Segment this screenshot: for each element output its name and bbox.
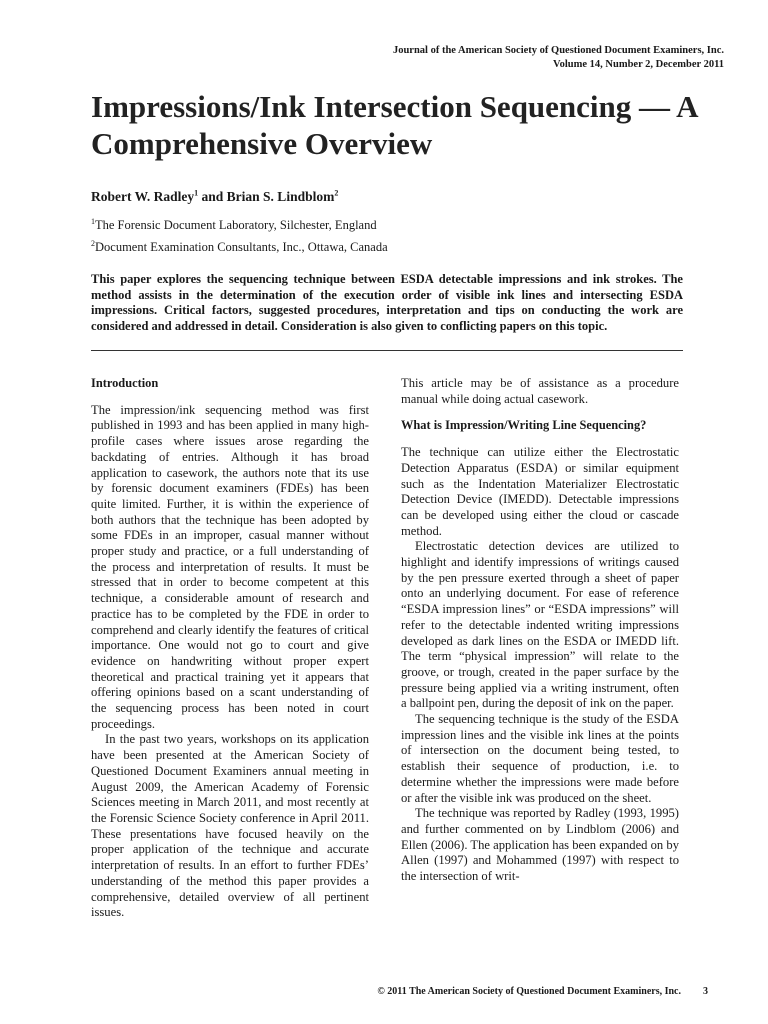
author-affiliation-mark: 1 bbox=[194, 188, 199, 198]
affiliation-text: The Forensic Document Laboratory, Silchester, England bbox=[95, 218, 377, 232]
journal-name: Journal of the American Society of Questioned Document Examiners, Inc. bbox=[392, 45, 724, 56]
journal-header bbox=[393, 44, 724, 72]
page-number: 3 bbox=[703, 986, 708, 997]
affiliation-text: Document Examination Consultants, Inc., Ottawa, Canada bbox=[95, 240, 388, 254]
journal-volume: Volume 14, Number 2, December 2011 bbox=[553, 59, 724, 70]
paper-title: Impressions/Ink Intersection Sequencing — A Comprehensive Overview bbox=[91, 89, 697, 161]
body-paragraph: Electrostatic detection devices are utilized to highlight and identify impressions of writings caused by the pen pressure exerted through a sheet of paper onto an underlying document. For ease of reference “ESDA impression lines” or “ESDA impressions” will refer to the detectable indented writing impressions developed as dark lines on the ESDA or IMEDD lift. The term “physical impression” will relate to the groove, or trough, created in the paper surface by the pressure being applied via a writing instrument, often a ballpoint pen, during the deposit of ink on the paper. bbox=[401, 539, 679, 711]
author-affiliation-mark: 2 bbox=[334, 188, 339, 198]
affiliation bbox=[91, 218, 377, 233]
abstract: This paper explores the sequencing technique between ESDA detectable impressions and ink strokes. The method assists in the determination of the execution order of visible ink lines and intersecting ESDA impressions. Critical factors, suggested procedures, interpretation and tips on conducting the work are considered and addressed in detail. Consideration is also given to conflicting papers on this topic. bbox=[91, 272, 683, 333]
left-column bbox=[91, 376, 369, 921]
section-divider bbox=[91, 350, 683, 351]
author-line bbox=[91, 189, 338, 205]
affiliation-mark: 1 bbox=[91, 216, 95, 226]
author-name: Robert W. Radley bbox=[91, 189, 195, 204]
affiliation bbox=[91, 240, 388, 255]
body-paragraph: This article may be of assistance as a procedure manual while doing actual casework. bbox=[401, 376, 679, 406]
section-heading: What is Impression/Writing Line Sequencing? bbox=[401, 418, 647, 433]
section-heading: Introduction bbox=[91, 376, 159, 390]
body-paragraph: The impression/ink sequencing method was first published in 1993 and has been applied in many high-profile cases where issues arose regarding the backdating of entries. Although it has broad application to casework, the authors note that its use by forensic document examiners (FDEs) has been quite limited. Further, it is within the experience of both authors that the technique has been adopted by some FDEs in an improper, casual manner without proper study and practice, or a full understanding of the process and interpretation of results. It must be stressed that in order to become competent at this technique, a considerable amount of research and practice has to be completed by the FDE in order to comprehend and clearly identify the features of critical importance. One would not go to court and give evidence on handwriting without proper expert theoretical and practical training yet it appears that offering opinions based on a scant understanding of the sequencing process has been noted in court proceedings. bbox=[91, 402, 369, 731]
body-paragraph: In the past two years, workshops on its application have been presented at the American Society of Questioned Document Examiners annual meeting in August 2009, the American Academy of Forensic Sciences meeting in March 2011, and most recently at the Forensic Science Society conference in April 2011. These presentations have focused heavily on the proper application of the technique and accurate interpretation of results. In an effort to further FDEs’ understanding of the method this paper provides a comprehensive, detailed overview of all pertinent issues. bbox=[91, 732, 369, 920]
copyright-notice: © 2011 The American Society of Questioned Document Examiners, Inc. bbox=[377, 986, 681, 997]
affiliation-mark: 2 bbox=[91, 238, 95, 248]
author-connector: and bbox=[198, 189, 227, 204]
body-paragraph: The technique was reported by Radley (1993, 1995) and further commented on by Lindblom (2006) and Ellen (2006). The application has been expanded on by Allen (1997) and Mohammed (1997) with respect to the intersection of writ- bbox=[401, 806, 679, 884]
author-name: Brian S. Lindblom bbox=[226, 189, 335, 204]
body-paragraph: The technique can utilize either the Electrostatic Detection Apparatus (ESDA) or similar equipment such as the Indentation Materializer Electrostatic Detection Device (IMEDD). Detectable impressions can be developed using either the cloud or cascade method. bbox=[401, 445, 679, 538]
right-column bbox=[401, 376, 679, 885]
page-footer bbox=[377, 986, 708, 997]
body-paragraph: The sequencing technique is the study of the ESDA impression lines and the visible ink lines at the points of intersection on the document being tested, to establish their sequence of production, i.e. to determine whether the impressions were made before or after the visible ink was produced on the sheet. bbox=[401, 712, 679, 805]
